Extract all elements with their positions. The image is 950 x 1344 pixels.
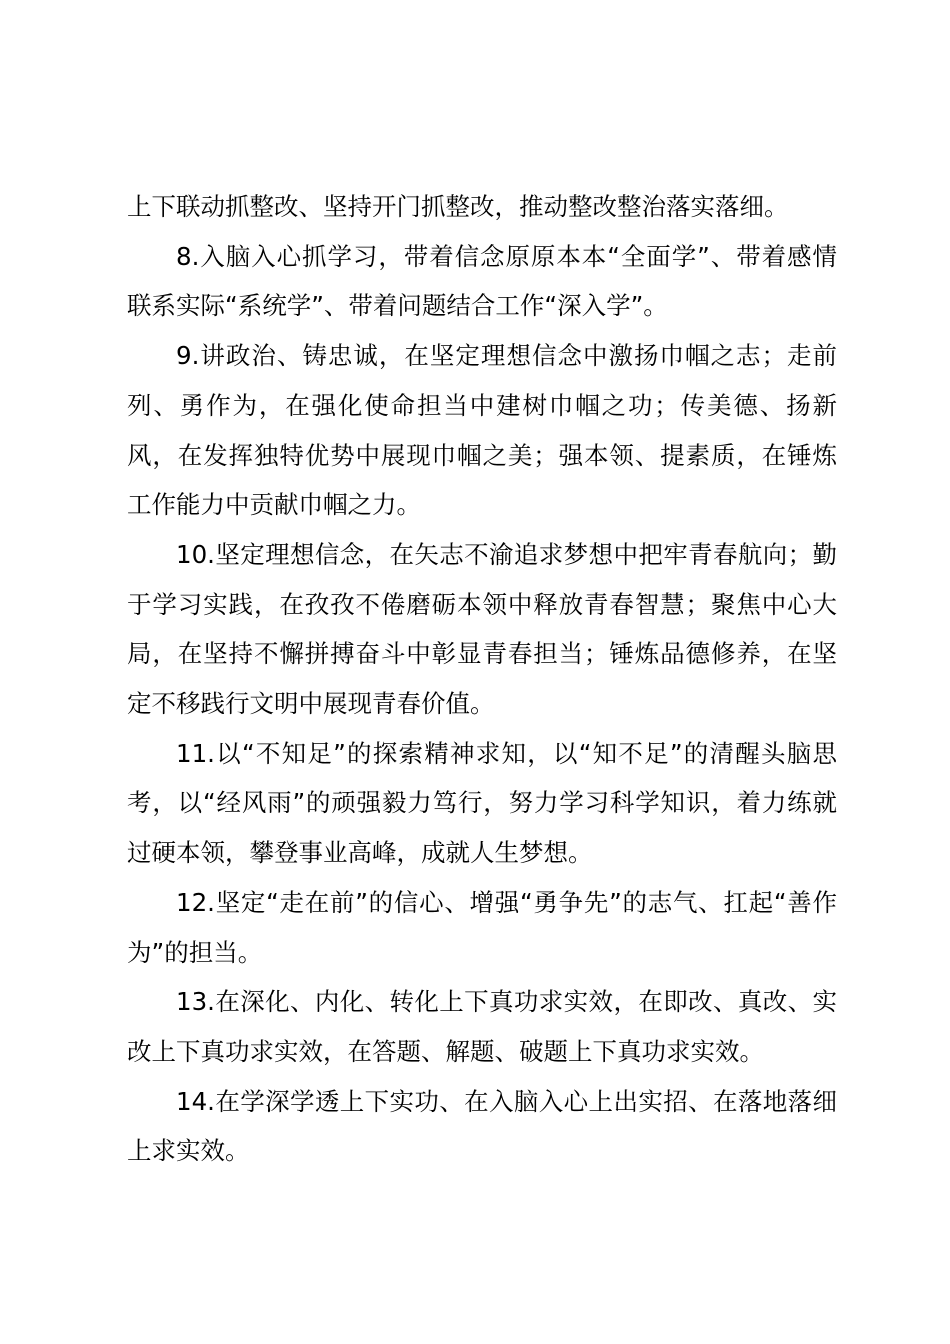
paragraph-item-14: 14.在学深学透上下实功、在入脑入心上出实招、在落地落细上求实效。 [127, 1086, 837, 1166]
paragraph-item-8: 8.入脑入心抓学习，带着信念原原本本“全面学”、带着感情联系实际“系统学”、带着问题结合工作“深入学”。 [127, 241, 837, 321]
paragraph-item-10: 10.坚定理想信念，在矢志不渝追求梦想中把牢青春航向；勤于学习实践，在孜孜不倦磨砺本领中释放青春智慧；聚焦中心大局，在坚持不懈拼搏奋斗中彰显青春担当；锤炼品德修养，在坚定不移践行文明中展现青春价值。 [127, 539, 837, 719]
paragraph-item-13: 13.在深化、内化、转化上下真功求实效，在即改、真改、实改上下真功求实效，在答题、解题、破题上下真功求实效。 [127, 987, 837, 1066]
paragraph-item-9: 9.讲政治、铸忠诚，在坚定理想信念中激扬巾帼之志；走前列、勇作为，在强化使命担当中建树巾帼之功；传美德、扬新风，在发挥独特优势中展现巾帼之美；强本领、提素质，在锤炼工作能力中贡献巾帼之力。 [127, 341, 837, 520]
document-body [127, 182, 837, 1176]
paragraph-continuation: 上下联动抓整改、坚持开门抓整改，推动整改整治落实落细。 [127, 192, 789, 221]
paragraph-item-11: 11.以“不知足”的探索精神求知，以“知不足”的清醒头脑思考，以“经风雨”的顽强毅力笃行，努力学习科学知识，着力练就过硬本领，攀登事业高峰，成就人生梦想。 [127, 738, 837, 868]
paragraph-item-12: 12.坚定“走在前”的信心、增强“勇争先”的志气、扛起“善作为”的担当。 [127, 887, 837, 967]
